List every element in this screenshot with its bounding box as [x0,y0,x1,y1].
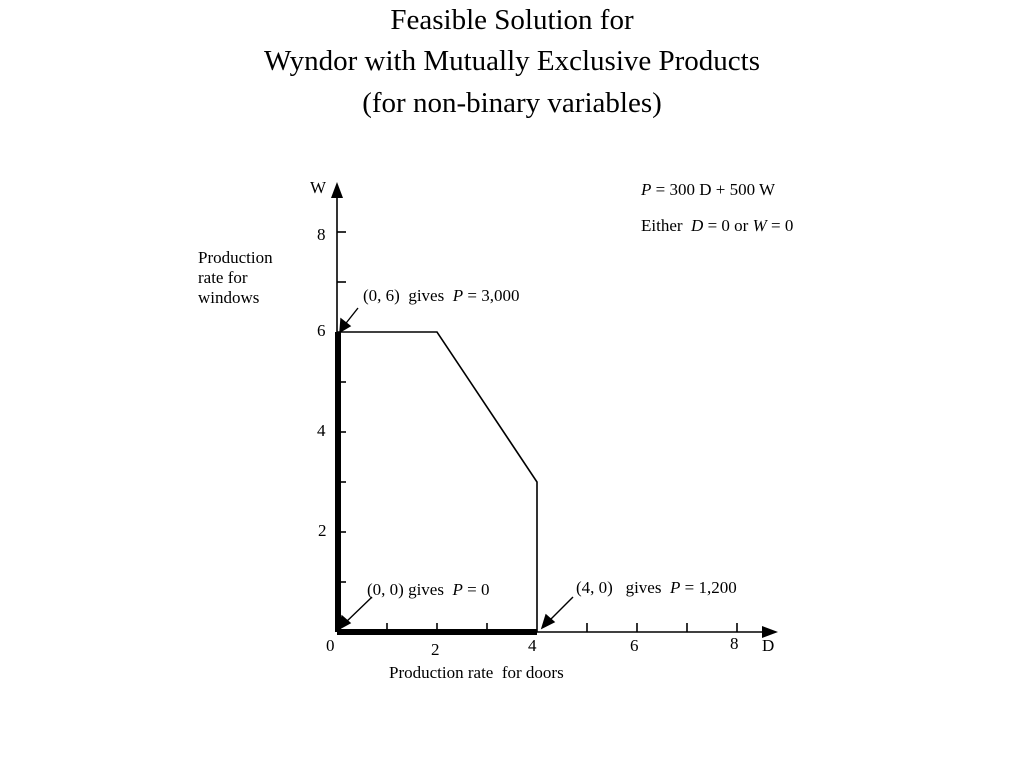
y-axis-name: W [310,178,327,197]
constraint-suffix: = 0 [766,216,794,235]
annotation-0-0-p: P [452,580,463,599]
y-tick-label-6: 6 [317,321,326,340]
constraint-prefix: Either [641,216,692,235]
annotation-point-0-0 [367,580,489,600]
constraint-w: W [752,216,767,235]
annotation-0-6-value: = 3,000 [463,286,520,305]
annotation-4-0-value: = 1,200 [680,578,737,597]
title-line-1: Feasible Solution for [390,4,634,36]
x-tick-label-8: 8 [730,634,739,653]
objective-function [641,180,775,200]
constraint-d: D [691,216,704,235]
constraint-middle: = 0 or [703,216,753,235]
arrow-to-0-0 [339,597,372,629]
y-axis-label-line-1: Production [198,248,273,267]
x-axis-name: D [762,636,775,655]
y-tick-label-8: 8 [317,225,326,244]
objective-p: P [641,180,652,199]
annotation-0-6-point: (0, 6) gives [363,286,453,305]
mutual-exclusion-constraint [641,216,793,236]
title-line-2: Wyndor with Mutually Exclusive Products [263,45,761,77]
y-tick-label-4: 4 [317,421,326,440]
annotation-0-6-p: P [452,286,464,305]
y-axis-arrowhead [331,182,343,198]
annotation-point-4-0 [576,578,737,598]
arrow-to-0-6 [340,308,358,332]
x-tick-label-6: 6 [630,636,639,655]
annotation-4-0-point: (4, 0) gives [576,578,670,597]
x-axis-label: Production rate for doors [389,663,564,682]
arrow-to-4-0 [542,597,573,628]
annotation-4-0-p: P [669,578,681,597]
x-tick-label-2: 2 [431,640,440,659]
annotation-0-0-value: = 0 [462,580,490,599]
origin-label: 0 [326,636,335,655]
y-axis-label-line-3: windows [198,288,260,307]
title-line-3: (for non-binary variables) [362,87,662,119]
x-tick-label-4: 4 [528,636,537,655]
annotation-point-0-6 [363,286,519,306]
y-tick-label-2: 2 [318,521,327,540]
annotation-0-0-point: (0, 0) gives [367,580,453,599]
objective-formula: = 300 D + 500 W [651,180,776,199]
y-axis-label-line-2: rate for [198,268,248,287]
